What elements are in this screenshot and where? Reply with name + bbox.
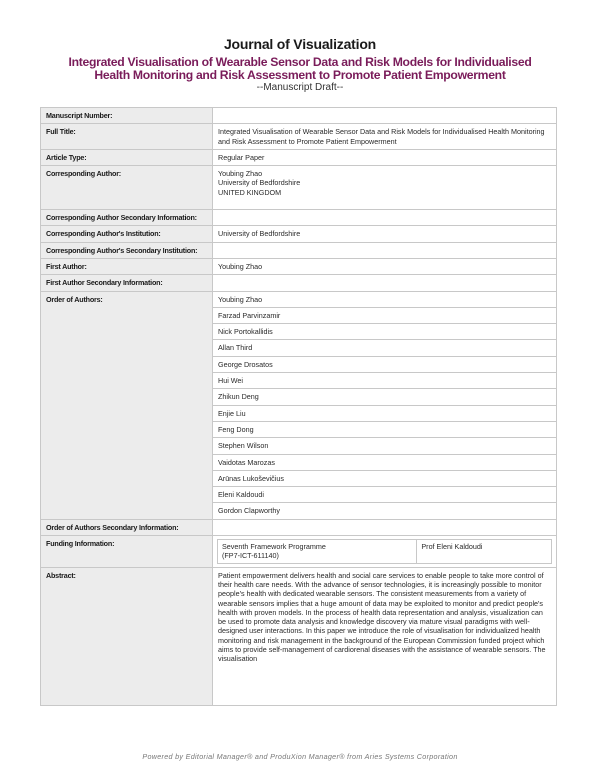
value-order-secondary [213, 519, 557, 535]
row-corr-secondary-institution [41, 242, 557, 258]
value-first-author: Youbing Zhao [213, 258, 557, 274]
funding-recipient: Prof Eleni Kaldoudi [417, 540, 552, 564]
author-entry: Enjie Liu [213, 405, 557, 421]
author-entry: Farzad Parvinzamir [213, 307, 557, 323]
author-entry: Vaidotas Marozas [213, 454, 557, 470]
row-manuscript-number [41, 108, 557, 124]
value-corresponding-author [213, 166, 557, 210]
row-article-type [41, 149, 557, 165]
value-corr-institution: University of Bedfordshire [213, 226, 557, 242]
page-footer: Powered by Editorial Manager® and ProduXion Manager® from Aries Systems Corporation [142, 752, 458, 761]
value-abstract: Patient empowerment delivers health and social care services to enable people to take more control of their health care needs. With the advance of sensor technologies, it is increasingly possible to monitor people's health with dedicated wearable sensors. The consistent measurements from a variety of wearable sensors implies that a huge amount of data may be exploited to monitor and predict people's health with proven models. In the process of health data representation and analysis, visualization can be used to promote data analysis and knowledge discovery via mature visual paradigms with well-designed user interactions. In this paper we introduce the role of visualisation for individualized health monitoring and risk management in the background of the European Commission funded project which aims to provide self-management of cardiorenal diseases with the assistance of wearable sensors. The visualisation [213, 567, 557, 705]
row-full-title [41, 124, 557, 150]
row-first-author [41, 258, 557, 274]
label-corr-institution: Corresponding Author's Institution: [41, 226, 213, 242]
row-order-of-authors [41, 291, 557, 307]
row-funding [41, 536, 557, 568]
title-line-2: Health Monitoring and Risk Assessment to Promote Patient Empowerment [94, 68, 506, 82]
funding-program-code: (FP7-ICT-611140) [222, 551, 279, 561]
row-abstract [41, 567, 557, 705]
label-corr-secondary-info: Corresponding Author Secondary Information: [41, 210, 213, 226]
label-first-author: First Author: [41, 258, 213, 274]
value-funding [213, 536, 557, 568]
author-entry: Feng Dong [213, 421, 557, 437]
label-funding: Funding Information: [41, 536, 213, 568]
author-entry: Eleni Kaldoudi [213, 487, 557, 503]
value-article-type: Regular Paper [213, 149, 557, 165]
label-manuscript-number: Manuscript Number: [41, 108, 213, 124]
label-corresponding-author: Corresponding Author: [41, 166, 213, 210]
value-manuscript-number [213, 108, 557, 124]
corr-author-name: Youbing Zhao [218, 169, 263, 179]
manuscript-info-table [40, 107, 557, 706]
manuscript-title [0, 56, 600, 82]
row-corr-secondary-info [41, 210, 557, 226]
funding-program-name: Seventh Framework Programme [222, 542, 326, 552]
value-corr-secondary-institution [213, 242, 557, 258]
author-entry: Stephen Wilson [213, 438, 557, 454]
title-line-1: Integrated Visualisation of Wearable Sensor Data and Risk Models for Individualised [68, 55, 532, 69]
label-full-title: Full Title: [41, 124, 213, 150]
author-entry: Arūnas Lukoševičius [213, 470, 557, 486]
author-entry: Gordon Clapworthy [213, 503, 557, 519]
label-first-author-secondary: First Author Secondary Information: [41, 275, 213, 291]
row-corr-institution [41, 226, 557, 242]
author-entry: Hui Wei [213, 373, 557, 389]
label-abstract: Abstract: [41, 567, 213, 705]
author-entry: Nick Portokallidis [213, 324, 557, 340]
journal-name: Journal of Visualization [223, 36, 377, 52]
page-header [0, 36, 600, 94]
author-entry: Allan Third [213, 340, 557, 356]
corr-author-institution: University of Bedfordshire [218, 178, 301, 188]
row-corresponding-author [41, 166, 557, 210]
funding-program [218, 540, 417, 564]
value-corr-secondary-info [213, 210, 557, 226]
label-order-secondary: Order of Authors Secondary Information: [41, 519, 213, 535]
label-order-of-authors: Order of Authors: [41, 291, 213, 519]
funding-table [217, 539, 552, 564]
author-entry: Youbing Zhao [213, 291, 557, 307]
value-first-author-secondary [213, 275, 557, 291]
label-article-type: Article Type: [41, 149, 213, 165]
label-corr-secondary-institution: Corresponding Author's Secondary Institution: [41, 242, 213, 258]
corr-author-country: UNITED KINGDOM [218, 187, 282, 197]
row-first-author-secondary [41, 275, 557, 291]
author-entry: Zhikun Deng [213, 389, 557, 405]
row-order-secondary [41, 519, 557, 535]
draft-label: --Manuscript Draft-- [256, 82, 344, 93]
value-full-title: Integrated Visualisation of Wearable Sensor Data and Risk Models for Individualised Health Monitoring and Risk Assessment to Promote Patient Empowerment [213, 124, 557, 150]
author-entry: George Drosatos [213, 356, 557, 372]
